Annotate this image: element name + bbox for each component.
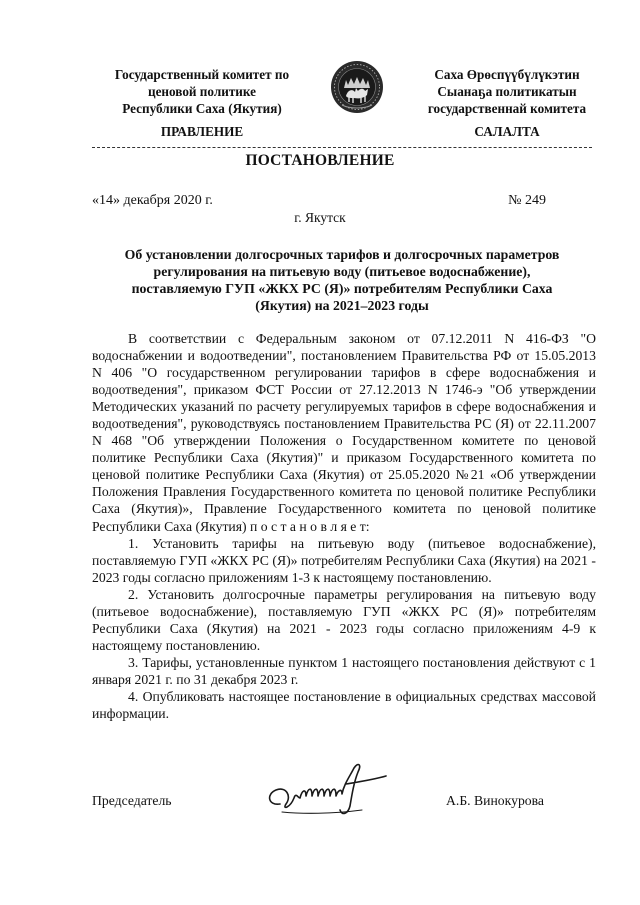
issuer-line: Саха Өрөспүүбүлүкэтин	[434, 67, 580, 82]
document-number: № 249	[508, 193, 546, 208]
header-divider	[92, 147, 592, 148]
handwritten-signature	[262, 754, 394, 824]
preamble-paragraph: В соответствии с Федеральным законом от 07.12.2011 N 416-ФЗ "О водоснабжении и водоотведении", постановлением Правительства РФ от 15.05.2013 N 406 "О государственном регулировании тарифов в сфере водоснабжения и водоотведения", приказом ФСТ России от 27.12.2013 N 1746-э "Об утверждении Методических указаний по расчету регулируемых тарифов в сфере водоснабжения и водоотведения", руководствуясь постановлением Правительства РС (Я) от 22.11.2007 N 468 "Об утверждении Положения о Государственном комитете по ценовой политике Республики Саха (Якутия)" и приказом Государственного комитета по ценовой политике Республики Саха (Якутия) от 25.05.2020 №21 «Об утверждении Положения Правления Государственного комитета по ценовой политике Республики Саха (Якутия)», Правление Государственного комитета по ценовой политике Республики Саха (Якутия) п о с т а н о в л я е т:	[92, 331, 596, 534]
document-date: «14» декабря 2020 г.	[92, 193, 213, 208]
document-city: г. Якутск	[294, 210, 346, 225]
issuer-name-russian	[92, 66, 312, 117]
resolution-item-2: 2. Установить долгосрочные параметры регулирования на питьевую воду (питьевое водоснабжение), поставляемую ГУП «ЖКХ РС (Я)» потребителям Республики Саха (Якутия) на 2021 - 2023 годы согласно приложениям 4-9 к настоящему постановлению.	[92, 586, 596, 653]
issuer-line: ценовой политике	[147, 84, 257, 99]
issuer-line: государственнай комитета	[427, 101, 587, 116]
issuer-line: Республики Саха (Якутия)	[122, 101, 282, 116]
resolution-item-3: 3. Тарифы, установленные пунктом 1 настоящего постановления действуют с 1 января 2021 г. по 31 декабря 2023 г.	[92, 654, 596, 687]
resolution-item-1: 1. Установить тарифы на питьевую воду (питьевое водоснабжение), поставляемую ГУП «ЖКХ РС (Я)» потребителям Республики Саха (Якутия) на 2021 - 2023 годы согласно приложениям 1-3 к настоящему постановлению.	[92, 535, 596, 585]
title-line: Об установлении долгосрочных тарифов и долгосрочных параметров	[124, 247, 560, 262]
title-line: (Якутия) на 2021–2023 годы	[255, 298, 429, 313]
document-title	[92, 246, 592, 314]
signatory-role: Председатель	[92, 793, 172, 808]
sakha-coat-of-arms-icon	[330, 58, 384, 116]
issuer-name-sakha	[398, 66, 616, 117]
department-russian: ПРАВЛЕНИЕ	[160, 124, 244, 139]
title-line: регулирования на питьевую воду (питьевое водоснабжение),	[153, 264, 531, 279]
signatory-name: А.Б. Винокурова	[446, 793, 544, 808]
document-body	[92, 330, 596, 722]
issuer-line: Сыанаҕа политикатын	[437, 84, 577, 99]
department-sakha: САЛАЛТА	[474, 124, 540, 139]
title-line: поставляемую ГУП «ЖКХ РС (Я)» потребителям Республики Саха	[131, 281, 553, 296]
document-type: ПОСТАНОВЛЕНИЕ	[245, 152, 395, 169]
issuer-line: Государственный комитет по	[114, 67, 290, 82]
resolution-item-4: 4. Опубликовать настоящее постановление в официальных средствах массовой информации.	[92, 688, 596, 722]
